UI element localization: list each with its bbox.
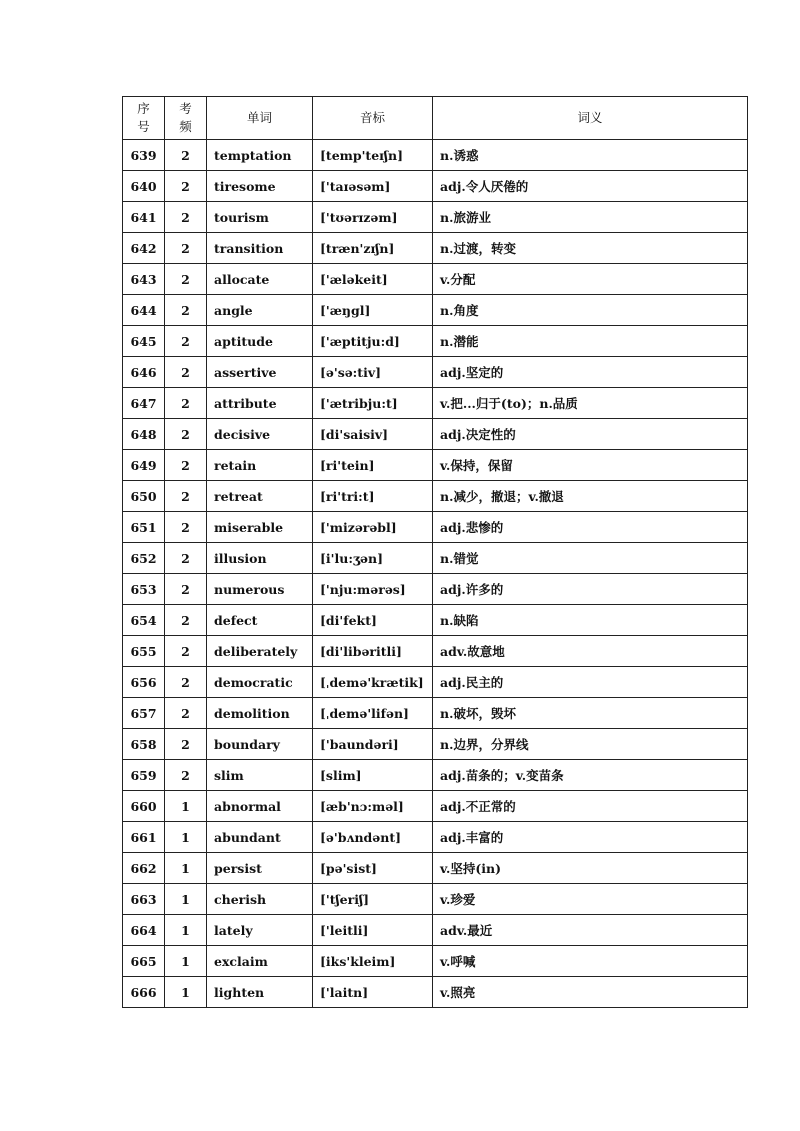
row-meaning: v.珍爱 [433,884,748,915]
row-meaning: adj.不正常的 [433,791,748,822]
row-index: 655 [123,636,165,667]
table-row [123,233,748,264]
row-word: exclaim [207,946,313,977]
row-phonetic: [temp'teɪʃn] [313,140,433,171]
table-row [123,543,748,574]
row-frequency: 1 [165,884,207,915]
row-index: 663 [123,884,165,915]
row-meaning: n.错觉 [433,543,748,574]
row-phonetic: ['æŋgl] [313,295,433,326]
table-row [123,853,748,884]
table-row [123,388,748,419]
row-frequency: 2 [165,326,207,357]
row-meaning: adj.悲惨的 [433,512,748,543]
table-row [123,605,748,636]
row-word: tourism [207,202,313,233]
row-phonetic: [ˌdemə'lifən] [313,698,433,729]
row-meaning: v.坚持(in) [433,853,748,884]
row-index: 653 [123,574,165,605]
row-meaning: n.缺陷 [433,605,748,636]
table-row [123,202,748,233]
row-index: 654 [123,605,165,636]
row-word: attribute [207,388,313,419]
row-word: boundary [207,729,313,760]
row-frequency: 2 [165,357,207,388]
row-frequency: 2 [165,729,207,760]
table-row [123,264,748,295]
row-meaning: n.破坏，毁坏 [433,698,748,729]
row-phonetic: ['laitn] [313,977,433,1008]
row-frequency: 2 [165,636,207,667]
row-meaning: v.照亮 [433,977,748,1008]
table-row [123,915,748,946]
row-word: deliberately [207,636,313,667]
table-row [123,140,748,171]
row-frequency: 2 [165,512,207,543]
row-word: slim [207,760,313,791]
row-word: angle [207,295,313,326]
row-phonetic: [ə'bʌndənt] [313,822,433,853]
header-meaning: 词义 [433,97,748,140]
row-frequency: 2 [165,450,207,481]
row-meaning: v.保持，保留 [433,450,748,481]
row-word: miserable [207,512,313,543]
row-word: abnormal [207,791,313,822]
header-word: 单词 [207,97,313,140]
row-index: 640 [123,171,165,202]
table-row [123,884,748,915]
row-frequency: 2 [165,140,207,171]
row-frequency: 2 [165,202,207,233]
row-meaning: n.边界，分界线 [433,729,748,760]
row-index: 666 [123,977,165,1008]
table-row [123,295,748,326]
row-frequency: 2 [165,543,207,574]
table-row [123,822,748,853]
row-index: 665 [123,946,165,977]
row-meaning: adj.丰富的 [433,822,748,853]
row-phonetic: ['leitli] [313,915,433,946]
table-row [123,419,748,450]
row-frequency: 2 [165,388,207,419]
row-index: 645 [123,326,165,357]
row-phonetic: ['æləkeit] [313,264,433,295]
row-meaning: adj.苗条的；v.变苗条 [433,760,748,791]
row-meaning: n.减少，撤退；v.撤退 [433,481,748,512]
row-phonetic: ['ætribju:t] [313,388,433,419]
row-index: 649 [123,450,165,481]
row-index: 641 [123,202,165,233]
row-index: 656 [123,667,165,698]
row-index: 662 [123,853,165,884]
row-meaning: adv.故意地 [433,636,748,667]
row-frequency: 1 [165,946,207,977]
row-phonetic: [træn'zɪʃn] [313,233,433,264]
row-frequency: 2 [165,760,207,791]
row-phonetic: ['baundəri] [313,729,433,760]
row-phonetic: [ri'tri:t] [313,481,433,512]
row-index: 643 [123,264,165,295]
row-phonetic: [æb'nɔ:məl] [313,791,433,822]
row-word: abundant [207,822,313,853]
vocabulary-table [122,96,748,1008]
row-phonetic: [di'fekt] [313,605,433,636]
row-frequency: 1 [165,822,207,853]
row-frequency: 1 [165,791,207,822]
row-word: numerous [207,574,313,605]
row-word: lately [207,915,313,946]
row-index: 651 [123,512,165,543]
row-phonetic: ['mizərəbl] [313,512,433,543]
row-phonetic: ['tʊərɪzəm] [313,202,433,233]
row-index: 658 [123,729,165,760]
row-phonetic: [di'libəritli] [313,636,433,667]
row-index: 646 [123,357,165,388]
header-phonetic: 音标 [313,97,433,140]
row-word: decisive [207,419,313,450]
row-phonetic: [iks'kleim] [313,946,433,977]
row-index: 642 [123,233,165,264]
row-phonetic: [ri'tein] [313,450,433,481]
row-meaning: n.潜能 [433,326,748,357]
row-word: transition [207,233,313,264]
row-meaning: n.角度 [433,295,748,326]
table-row [123,760,748,791]
row-word: allocate [207,264,313,295]
row-word: democratic [207,667,313,698]
row-phonetic: [ˌdemə'krætik] [313,667,433,698]
row-frequency: 2 [165,171,207,202]
row-frequency: 1 [165,915,207,946]
row-phonetic: [slim] [313,760,433,791]
table-row [123,791,748,822]
row-word: temptation [207,140,313,171]
header-index: 序 号 [123,97,165,140]
row-phonetic: ['taɪəsəm] [313,171,433,202]
row-index: 660 [123,791,165,822]
table-row [123,574,748,605]
row-frequency: 2 [165,667,207,698]
row-meaning: adj.决定性的 [433,419,748,450]
row-index: 664 [123,915,165,946]
row-word: cherish [207,884,313,915]
row-phonetic: [i'lu:ʒən] [313,543,433,574]
row-frequency: 2 [165,605,207,636]
row-frequency: 2 [165,233,207,264]
row-frequency: 2 [165,295,207,326]
row-frequency: 2 [165,698,207,729]
table-row [123,357,748,388]
header-row [123,97,748,140]
table-row [123,729,748,760]
row-word: assertive [207,357,313,388]
row-meaning: n.诱惑 [433,140,748,171]
table-row [123,977,748,1008]
table-row [123,450,748,481]
row-word: illusion [207,543,313,574]
row-meaning: adj.坚定的 [433,357,748,388]
row-word: lighten [207,977,313,1008]
row-word: retreat [207,481,313,512]
row-frequency: 1 [165,977,207,1008]
row-meaning: adj.民主的 [433,667,748,698]
row-frequency: 2 [165,419,207,450]
row-phonetic: [di'saisiv] [313,419,433,450]
row-phonetic: [pə'sist] [313,853,433,884]
row-meaning: adj.令人厌倦的 [433,171,748,202]
table-row [123,481,748,512]
row-index: 659 [123,760,165,791]
row-meaning: v.呼喊 [433,946,748,977]
row-word: persist [207,853,313,884]
row-phonetic: [ə'sə:tiv] [313,357,433,388]
row-meaning: n.过渡，转变 [433,233,748,264]
row-index: 644 [123,295,165,326]
table-row [123,171,748,202]
row-frequency: 2 [165,264,207,295]
row-frequency: 1 [165,853,207,884]
row-word: aptitude [207,326,313,357]
table-row [123,946,748,977]
row-word: retain [207,450,313,481]
table-row [123,512,748,543]
row-index: 650 [123,481,165,512]
row-phonetic: ['tʃeriʃ] [313,884,433,915]
row-meaning: adj.许多的 [433,574,748,605]
row-meaning: n.旅游业 [433,202,748,233]
row-index: 657 [123,698,165,729]
header-frequency: 考 频 [165,97,207,140]
row-phonetic: ['æptitju:d] [313,326,433,357]
row-word: tiresome [207,171,313,202]
table-row [123,326,748,357]
table-row [123,698,748,729]
row-frequency: 2 [165,574,207,605]
row-meaning: v.把...归于(to)；n.品质 [433,388,748,419]
row-frequency: 2 [165,481,207,512]
row-index: 652 [123,543,165,574]
row-meaning: v.分配 [433,264,748,295]
row-word: demolition [207,698,313,729]
row-word: defect [207,605,313,636]
row-index: 661 [123,822,165,853]
table-row [123,667,748,698]
row-index: 647 [123,388,165,419]
row-meaning: adv.最近 [433,915,748,946]
row-phonetic: ['nju:mərəs] [313,574,433,605]
row-index: 639 [123,140,165,171]
row-index: 648 [123,419,165,450]
table-row [123,636,748,667]
